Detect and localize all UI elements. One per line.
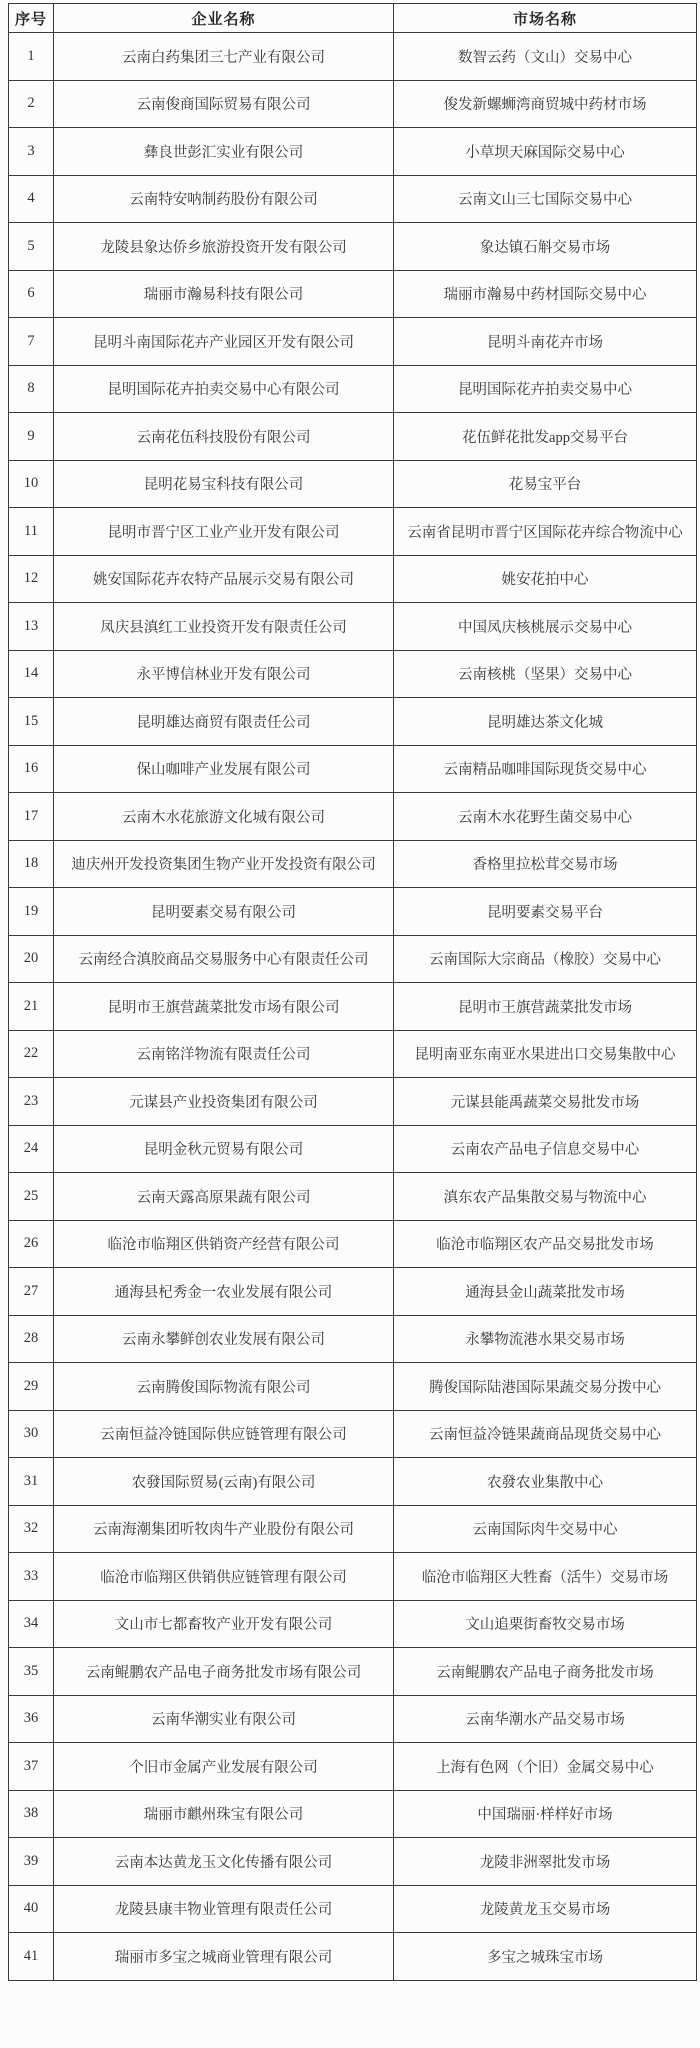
- company-cell: 云南铭洋物流有限责任公司: [54, 1030, 394, 1078]
- table-row: [9, 1933, 697, 1981]
- table-row: [9, 1030, 697, 1078]
- index-cell: 13: [9, 603, 54, 651]
- market-cell: 云南鲲鹏农产品电子商务批发市场: [394, 1648, 697, 1696]
- company-cell: 昆明市王旗营蔬菜批发市场有限公司: [54, 983, 394, 1031]
- table-row: [9, 413, 697, 461]
- table-row: [9, 1790, 697, 1838]
- market-cell: 上海有色网（个旧）金属交易中心: [394, 1743, 697, 1791]
- company-cell: 云南天露高原果蔬有限公司: [54, 1173, 394, 1221]
- index-cell: 11: [9, 508, 54, 556]
- company-cell: 保山咖啡产业发展有限公司: [54, 745, 394, 793]
- market-cell: 云南华潮水产品交易市场: [394, 1695, 697, 1743]
- market-cell: 云南文山三七国际交易中心: [394, 175, 697, 223]
- table-row: [9, 840, 697, 888]
- market-cell: 姚安花拍中心: [394, 555, 697, 603]
- company-cell: 龙陵县象达侨乡旅游投资开发有限公司: [54, 223, 394, 271]
- market-cell: 龙陵非洲翠批发市场: [394, 1838, 697, 1886]
- table-row: [9, 460, 697, 508]
- market-cell: 云南农产品电子信息交易中心: [394, 1125, 697, 1173]
- company-cell: 临沧市临翔区供销资产经营有限公司: [54, 1220, 394, 1268]
- market-cell: 昆明国际花卉拍卖交易中心: [394, 365, 697, 413]
- index-cell: 41: [9, 1933, 54, 1981]
- header-index: 序号: [9, 4, 54, 33]
- index-cell: 38: [9, 1790, 54, 1838]
- table-row: [9, 1695, 697, 1743]
- market-cell: 云南木水花野生菌交易中心: [394, 793, 697, 841]
- market-cell: 云南精品咖啡国际现货交易中心: [394, 745, 697, 793]
- company-cell: 迪庆州开发投资集团生物产业开发投资有限公司: [54, 840, 394, 888]
- company-cell: 瑞丽市瀚易科技有限公司: [54, 270, 394, 318]
- index-cell: 35: [9, 1648, 54, 1696]
- market-cell: 昆明雄达茶文化城: [394, 698, 697, 746]
- index-cell: 36: [9, 1695, 54, 1743]
- market-cell: 云南恒益冷链果蔬商品现货交易中心: [394, 1410, 697, 1458]
- table-row: [9, 1885, 697, 1933]
- index-cell: 16: [9, 745, 54, 793]
- table-row: [9, 1600, 697, 1648]
- market-cell: 象达镇石斛交易市场: [394, 223, 697, 271]
- index-cell: 23: [9, 1078, 54, 1126]
- table-row: [9, 1458, 697, 1506]
- table-header: [9, 4, 697, 33]
- table-row: [9, 555, 697, 603]
- market-cell: 腾俊国际陆港国际果蔬交易分拨中心: [394, 1363, 697, 1411]
- index-cell: 27: [9, 1268, 54, 1316]
- table-row: [9, 1553, 697, 1601]
- market-cell: 小草坝天麻国际交易中心: [394, 128, 697, 176]
- index-cell: 8: [9, 365, 54, 413]
- index-cell: 30: [9, 1410, 54, 1458]
- company-cell: 云南永攀鲜创农业发展有限公司: [54, 1315, 394, 1363]
- table-row: [9, 603, 697, 651]
- market-cell: 昆明斗南花卉市场: [394, 318, 697, 366]
- index-cell: 5: [9, 223, 54, 271]
- table-row: [9, 983, 697, 1031]
- enterprise-market-table: [8, 3, 697, 1981]
- market-cell: 云南核桃（坚果）交易中心: [394, 650, 697, 698]
- index-cell: 29: [9, 1363, 54, 1411]
- table-row: [9, 650, 697, 698]
- index-cell: 18: [9, 840, 54, 888]
- market-cell: 文山追栗街畜牧交易市场: [394, 1600, 697, 1648]
- market-cell: 云南国际大宗商品（橡胶）交易中心: [394, 935, 697, 983]
- table-body: [9, 33, 697, 1981]
- index-cell: 17: [9, 793, 54, 841]
- index-cell: 32: [9, 1505, 54, 1553]
- company-cell: 彝良世彭汇实业有限公司: [54, 128, 394, 176]
- company-cell: 昆明国际花卉拍卖交易中心有限公司: [54, 365, 394, 413]
- index-cell: 33: [9, 1553, 54, 1601]
- table-row: [9, 793, 697, 841]
- table-row: [9, 270, 697, 318]
- index-cell: 12: [9, 555, 54, 603]
- table-row: [9, 1268, 697, 1316]
- index-cell: 19: [9, 888, 54, 936]
- company-cell: 文山市七都畜牧产业开发有限公司: [54, 1600, 394, 1648]
- index-cell: 28: [9, 1315, 54, 1363]
- index-cell: 3: [9, 128, 54, 176]
- market-cell: 农發农业集散中心: [394, 1458, 697, 1506]
- market-cell: 云南省昆明市晋宁区国际花卉综合物流中心: [394, 508, 697, 556]
- table-row: [9, 1220, 697, 1268]
- company-cell: 昆明市晋宁区工业产业开发有限公司: [54, 508, 394, 556]
- company-cell: 云南特安呐制药股份有限公司: [54, 175, 394, 223]
- company-cell: 云南本达黄龙玉文化传播有限公司: [54, 1838, 394, 1886]
- index-cell: 15: [9, 698, 54, 746]
- company-cell: 瑞丽市多宝之城商业管理有限公司: [54, 1933, 394, 1981]
- company-cell: 云南鲲鹏农产品电子商务批发市场有限公司: [54, 1648, 394, 1696]
- company-cell: 昆明斗南国际花卉产业园区开发有限公司: [54, 318, 394, 366]
- table-row: [9, 80, 697, 128]
- table-row: [9, 1410, 697, 1458]
- market-cell: 昆明南亚东南亚水果进出口交易集散中心: [394, 1030, 697, 1078]
- index-cell: 6: [9, 270, 54, 318]
- header-company: 企业名称: [54, 4, 394, 33]
- index-cell: 26: [9, 1220, 54, 1268]
- table-row: [9, 1505, 697, 1553]
- market-cell: 昆明市王旗营蔬菜批发市场: [394, 983, 697, 1031]
- table-row: [9, 1315, 697, 1363]
- market-cell: 香格里拉松茸交易市场: [394, 840, 697, 888]
- index-cell: 20: [9, 935, 54, 983]
- company-cell: 昆明雄达商贸有限责任公司: [54, 698, 394, 746]
- table-row: [9, 1648, 697, 1696]
- table-row: [9, 1078, 697, 1126]
- company-cell: 姚安国际花卉农特产品展示交易有限公司: [54, 555, 394, 603]
- index-cell: 9: [9, 413, 54, 461]
- table-row: [9, 175, 697, 223]
- company-cell: 昆明金秋元贸易有限公司: [54, 1125, 394, 1173]
- company-cell: 云南俊商国际贸易有限公司: [54, 80, 394, 128]
- market-cell: 临沧市临翔区大牲畜（活牛）交易市场: [394, 1553, 697, 1601]
- market-cell: 临沧市临翔区农产品交易批发市场: [394, 1220, 697, 1268]
- market-cell: 中国凤庆核桃展示交易中心: [394, 603, 697, 651]
- index-cell: 21: [9, 983, 54, 1031]
- market-cell: 中国瑞丽·样样好市场: [394, 1790, 697, 1838]
- index-cell: 22: [9, 1030, 54, 1078]
- market-cell: 多宝之城珠宝市场: [394, 1933, 697, 1981]
- table-row: [9, 1838, 697, 1886]
- table-row: [9, 128, 697, 176]
- table-row: [9, 1125, 697, 1173]
- company-cell: 云南白药集团三七产业有限公司: [54, 33, 394, 81]
- index-cell: 31: [9, 1458, 54, 1506]
- table-row: [9, 698, 697, 746]
- index-cell: 39: [9, 1838, 54, 1886]
- table-row: [9, 745, 697, 793]
- header-row: [9, 4, 697, 33]
- company-cell: 通海县杞秀金一农业发展有限公司: [54, 1268, 394, 1316]
- table-row: [9, 888, 697, 936]
- index-cell: 4: [9, 175, 54, 223]
- index-cell: 14: [9, 650, 54, 698]
- market-cell: 滇东农产品集散交易与物流中心: [394, 1173, 697, 1221]
- table-row: [9, 935, 697, 983]
- company-cell: 云南木水花旅游文化城有限公司: [54, 793, 394, 841]
- company-cell: 龙陵县康丰物业管理有限责任公司: [54, 1885, 394, 1933]
- company-cell: 云南恒益冷链国际供应链管理有限公司: [54, 1410, 394, 1458]
- index-cell: 34: [9, 1600, 54, 1648]
- table-row: [9, 223, 697, 271]
- company-cell: 云南海潮集团听牧肉牛产业股份有限公司: [54, 1505, 394, 1553]
- index-cell: 40: [9, 1885, 54, 1933]
- market-cell: 数智云药（文山）交易中心: [394, 33, 697, 81]
- index-cell: 2: [9, 80, 54, 128]
- company-cell: 临沧市临翔区供销供应链管理有限公司: [54, 1553, 394, 1601]
- table-row: [9, 508, 697, 556]
- market-cell: 云南国际肉牛交易中心: [394, 1505, 697, 1553]
- market-cell: 通海县金山蔬菜批发市场: [394, 1268, 697, 1316]
- company-cell: 昆明花易宝科技有限公司: [54, 460, 394, 508]
- company-cell: 农發国际贸易(云南)有限公司: [54, 1458, 394, 1506]
- table-row: [9, 33, 697, 81]
- company-cell: 凤庆县滇红工业投资开发有限责任公司: [54, 603, 394, 651]
- company-cell: 云南华潮实业有限公司: [54, 1695, 394, 1743]
- table-row: [9, 1173, 697, 1221]
- company-cell: 昆明要素交易有限公司: [54, 888, 394, 936]
- index-cell: 10: [9, 460, 54, 508]
- table-row: [9, 1363, 697, 1411]
- index-cell: 7: [9, 318, 54, 366]
- company-cell: 元谋县产业投资集团有限公司: [54, 1078, 394, 1126]
- company-cell: 云南腾俊国际物流有限公司: [54, 1363, 394, 1411]
- company-cell: 永平博信林业开发有限公司: [54, 650, 394, 698]
- company-cell: 瑞丽市麒州珠宝有限公司: [54, 1790, 394, 1838]
- market-cell: 花易宝平台: [394, 460, 697, 508]
- index-cell: 1: [9, 33, 54, 81]
- table-row: [9, 1743, 697, 1791]
- company-cell: 云南花伍科技股份有限公司: [54, 413, 394, 461]
- header-market: 市场名称: [394, 4, 697, 33]
- company-cell: 个旧市金属产业发展有限公司: [54, 1743, 394, 1791]
- company-cell: 云南经合滇胶商品交易服务中心有限责任公司: [54, 935, 394, 983]
- market-cell: 瑞丽市瀚易中药材国际交易中心: [394, 270, 697, 318]
- index-cell: 37: [9, 1743, 54, 1791]
- table-row: [9, 318, 697, 366]
- index-cell: 24: [9, 1125, 54, 1173]
- table-row: [9, 365, 697, 413]
- market-cell: 永攀物流港水果交易市场: [394, 1315, 697, 1363]
- market-cell: 花伍鲜花批发app交易平台: [394, 413, 697, 461]
- market-cell: 龙陵黄龙玉交易市场: [394, 1885, 697, 1933]
- market-cell: 昆明要素交易平台: [394, 888, 697, 936]
- index-cell: 25: [9, 1173, 54, 1221]
- market-cell: 俊发新螺蛳湾商贸城中药材市场: [394, 80, 697, 128]
- market-cell: 元谋县能禹蔬菜交易批发市场: [394, 1078, 697, 1126]
